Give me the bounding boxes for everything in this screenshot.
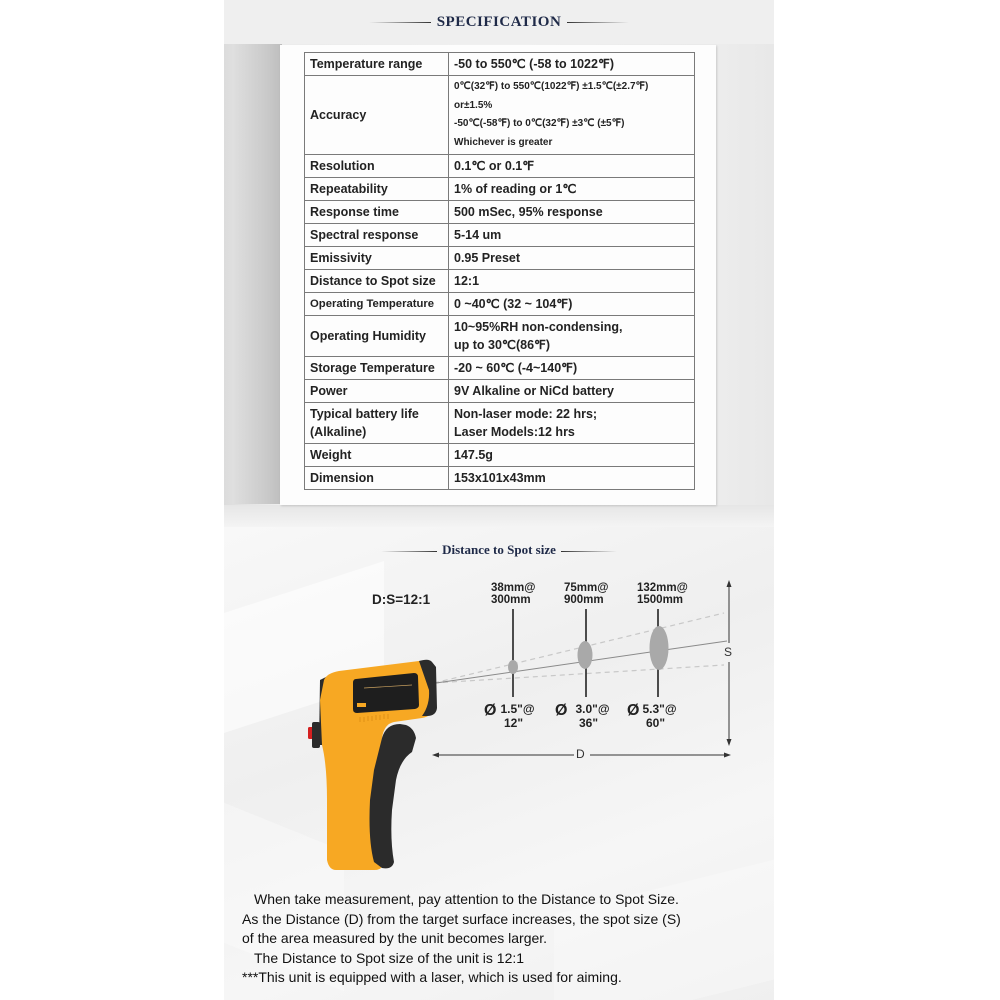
ds-ratio-label: D:S=12:1 — [372, 592, 431, 607]
spot-3-ellipse — [650, 626, 669, 670]
row-label: Power — [305, 380, 449, 403]
d-axis-arrow-right — [724, 753, 731, 758]
row-label: Resolution — [305, 155, 449, 178]
row-value: 153x101x43mm — [449, 467, 695, 490]
d-axis-label: D — [576, 747, 585, 761]
row-value: 500 mSec, 95% response — [449, 201, 695, 224]
row-value: 147.5g — [449, 444, 695, 467]
row-label: Response time — [305, 201, 449, 224]
value-line: Laser Models:12 hrs — [454, 425, 575, 439]
diameter-icon: Ø — [484, 702, 497, 719]
distance-heading-text: Distance to Spot size — [442, 542, 556, 557]
paragraph-line: When take measurement, pay attention to the Distance to Spot Size. — [254, 891, 679, 907]
s-axis-arrow-down — [727, 739, 732, 746]
spot-3-imperial: Ø 5.3"@ 60" — [627, 702, 677, 730]
ir-thermometer-illustration — [308, 660, 437, 870]
paragraph-line: ***This unit is equipped with a laser, which is used for aiming. — [242, 969, 622, 985]
diameter-icon: Ø — [555, 702, 568, 719]
paragraph-line: As the Distance (D) from the target surface increases, the spot size (S) — [242, 910, 681, 927]
spot-3-metric: 132mm@ 1500mm — [637, 582, 688, 606]
row-label: Storage Temperature — [305, 357, 449, 380]
spot-1-metric: 38mm@ 300mm — [491, 582, 536, 606]
accuracy-line: -50℃(-58℉) to 0℃(32℉) ±3℃ (±5℉) — [454, 118, 625, 129]
accuracy-line: 0℃(32℉) to 550℃(1022℉) ±1.5℃(±2.7℉) — [454, 81, 649, 92]
row-label: Operating Temperature — [305, 293, 449, 316]
row-value: -20 ~ 60℃ (-4~140℉) — [449, 357, 695, 380]
spot-1-ellipse — [508, 660, 518, 674]
device-screen-badge — [357, 703, 366, 707]
spot-2-metric: 75mm@ 900mm — [564, 582, 609, 606]
product-spec-image — [224, 0, 774, 1000]
d-axis-arrow-left — [432, 753, 439, 758]
diameter-icon: Ø — [627, 702, 640, 719]
spec-heading-text: SPECIFICATION — [436, 14, 562, 30]
row-label: Typical battery life (Alkaline) — [305, 403, 449, 444]
row-value: 12:1 — [449, 270, 695, 293]
s-axis-label: S — [724, 645, 733, 659]
row-value: 0 ~40℃ (32 ~ 104℉) — [449, 293, 695, 316]
row-label: Operating Humidity — [305, 316, 449, 357]
spot-2-imperial: Ø 3.0"@ 36" — [555, 702, 610, 730]
row-label: Dimension — [305, 467, 449, 490]
row-value: 5-14 um — [449, 224, 695, 247]
spot-size-diagram — [224, 0, 774, 1000]
value-line: up to 30℃(86℉) — [454, 338, 551, 352]
value-line: 10~95%RH non-condensing, — [454, 320, 623, 334]
value-line: Non-laser mode: 22 hrs; — [454, 407, 598, 421]
row-label: Distance to Spot size — [305, 270, 449, 293]
row-label: Emissivity — [305, 247, 449, 270]
explanation-text — [242, 890, 762, 988]
row-value: 1% of reading or 1℃ — [449, 178, 695, 201]
accuracy-line: Whichever is greater — [454, 136, 553, 148]
row-label: Repeatability — [305, 178, 449, 201]
spot-1-imperial: Ø 1.5"@ 12" — [484, 702, 535, 730]
row-value: 9V Alkaline or NiCd battery — [449, 380, 695, 403]
accuracy-line: or±1.5% — [454, 99, 493, 111]
row-label: Accuracy — [305, 76, 449, 155]
row-value: 0.1℃ or 0.1℉ — [449, 155, 695, 178]
row-value: -50 to 550℃ (-58 to 1022℉) — [449, 53, 695, 76]
spot-2-ellipse — [578, 641, 593, 669]
paragraph-line: The Distance to Spot size of the unit is 12:1 — [254, 949, 525, 966]
row-label: Weight — [305, 444, 449, 467]
row-value: 0.95 Preset — [449, 247, 695, 270]
s-axis-arrow-up — [727, 580, 732, 587]
row-label: Temperature range — [305, 53, 449, 76]
row-label: Spectral response — [305, 224, 449, 247]
paragraph-line: of the area measured by the unit becomes larger. — [242, 930, 548, 946]
cone-lower-edge — [434, 665, 724, 683]
